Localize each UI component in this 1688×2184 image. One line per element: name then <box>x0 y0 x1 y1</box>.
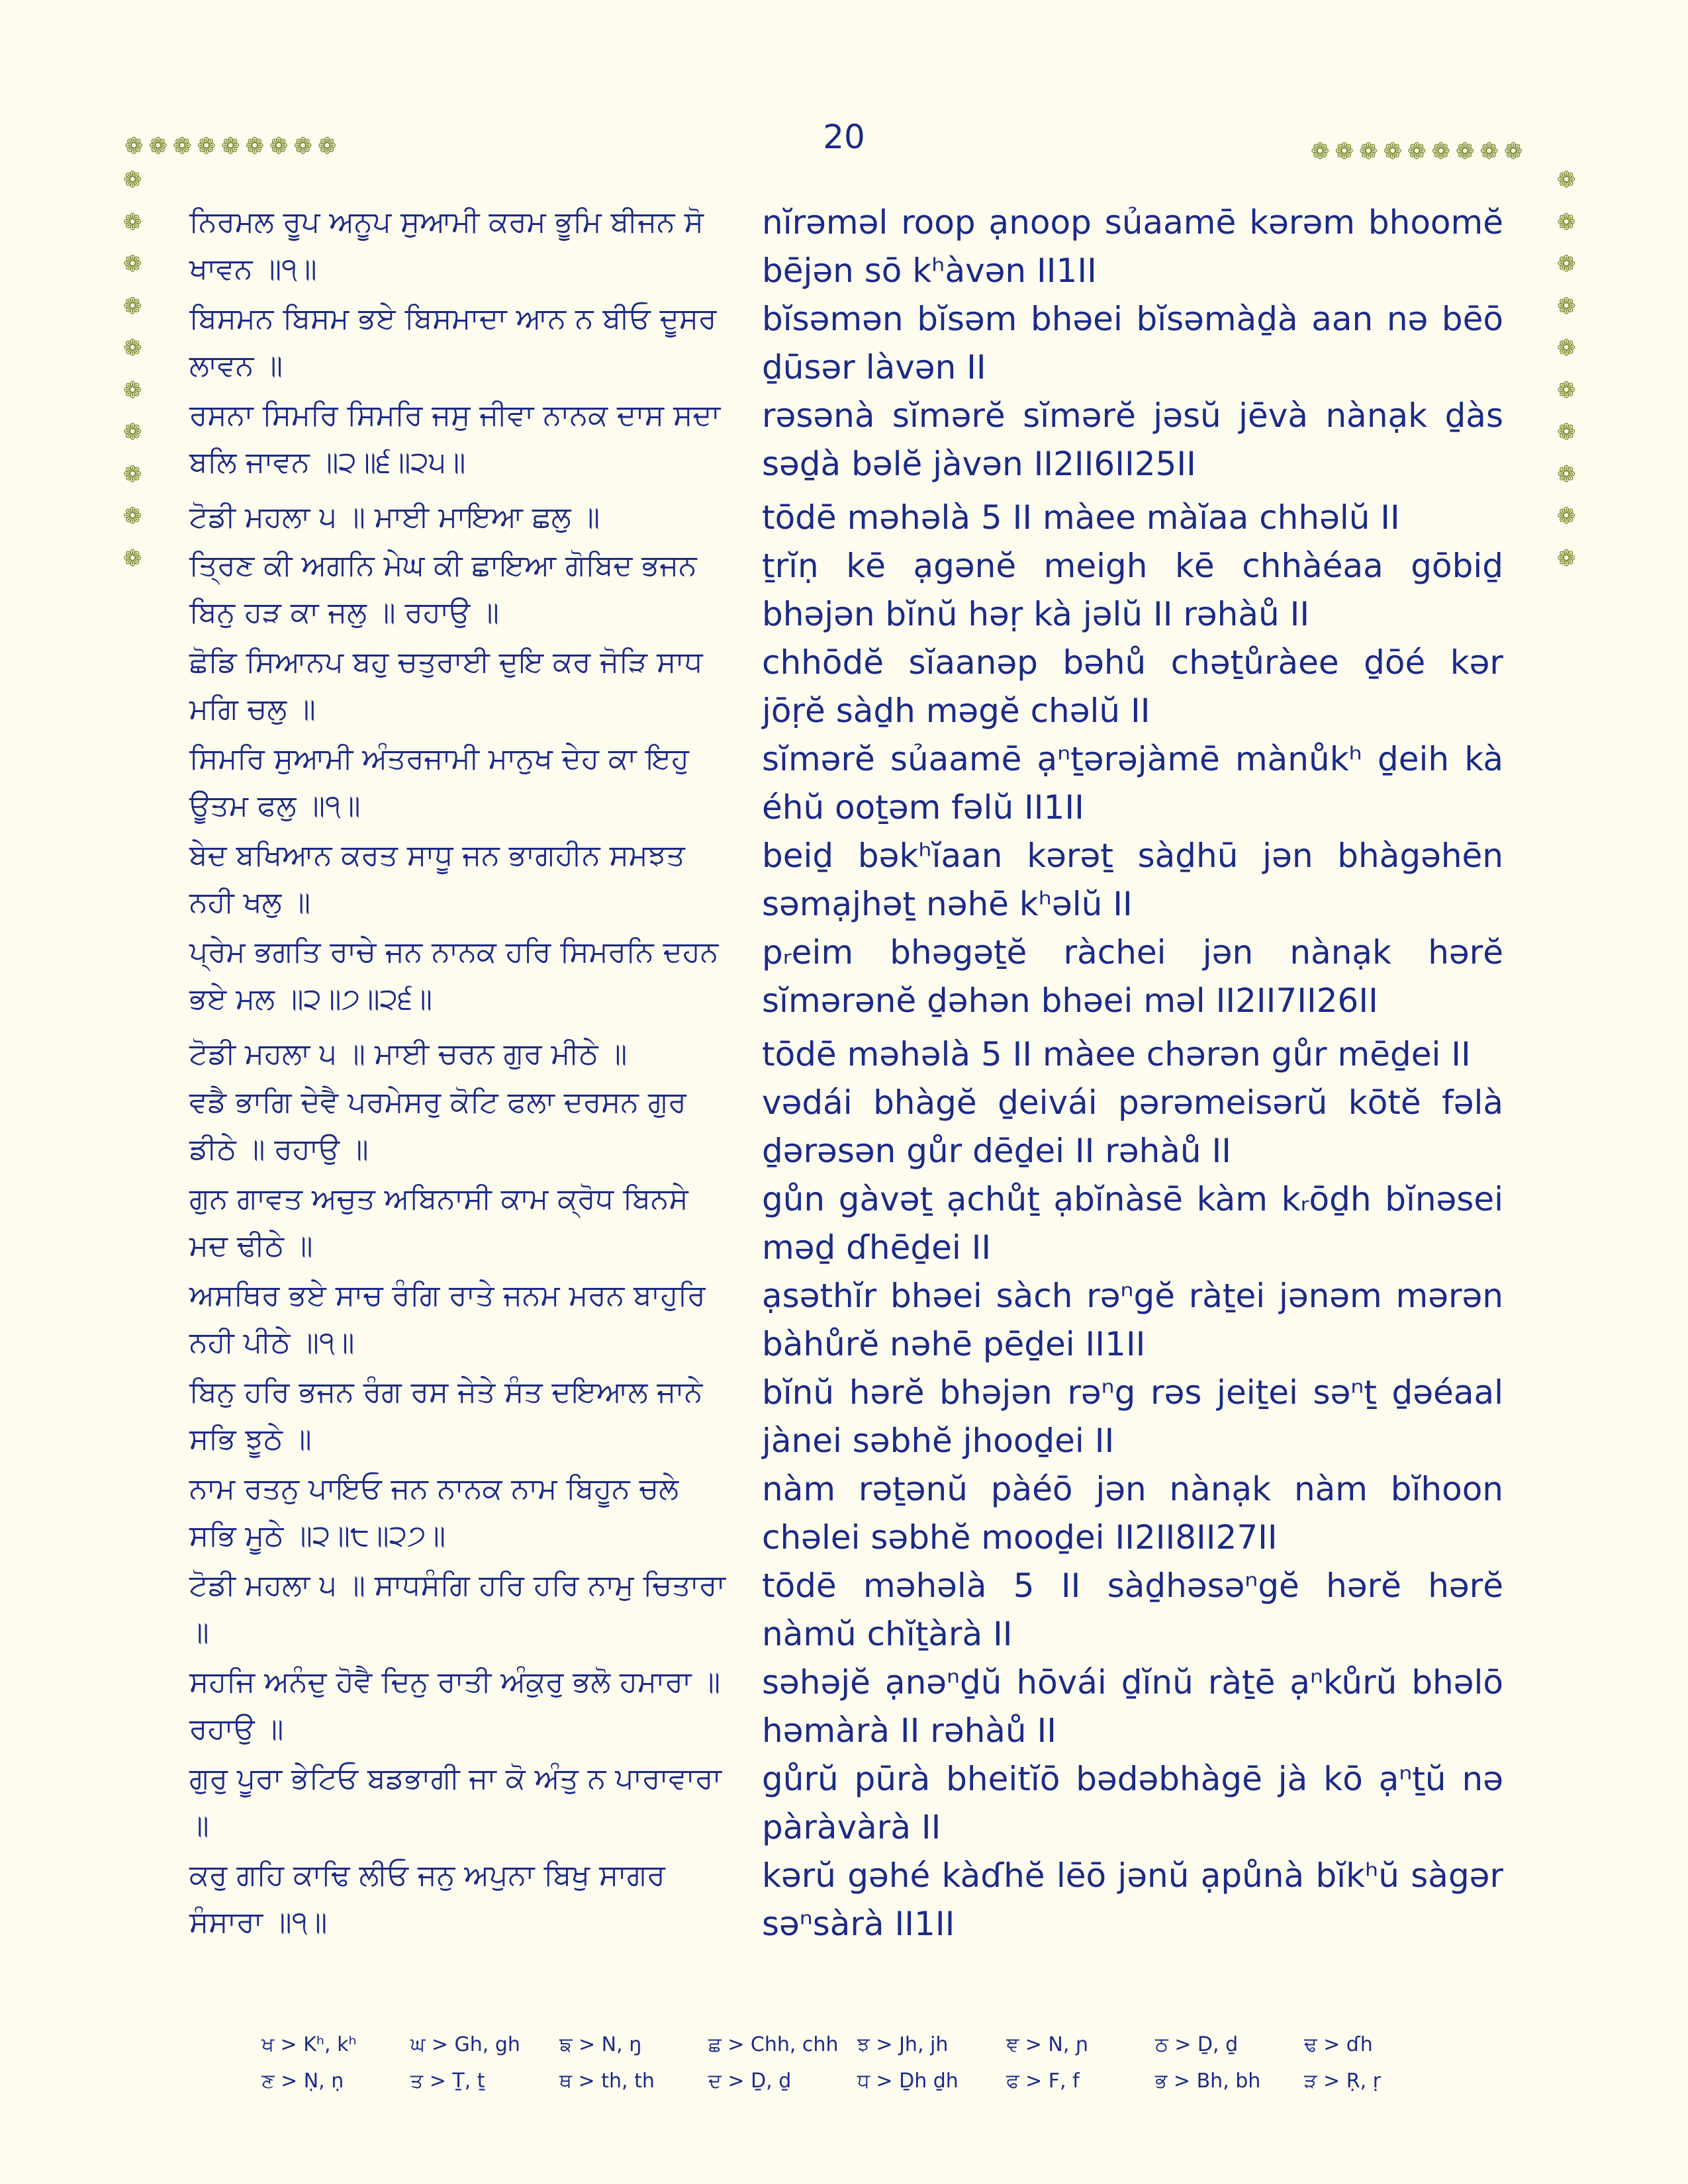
transliteration-text: chhōdĕ sĭaanəp bəhů chəṯůràee ḏōé kər jōṛĕ sàḏh məgĕ chəlŭ II <box>762 643 1503 730</box>
transliteration-legend <box>261 2033 1453 2106</box>
legend-entry: ਥ > th, th <box>559 2070 655 2093</box>
gurmukhi-text: ਬੇਦ ਬਖਿਆਨ ਕਰਤ ਸਾਧੂ ਜਨ ਭਾਗਹੀਨ ਸਮਝਤ ਨਹੀ ਖਲੁ ॥ <box>189 839 685 919</box>
transliteration-text: ṯrĭṇ kē ạgənĕ meigh kē chhàéaa gōbiḏ bhəjən bĭnŭ həṛ kà jəlŭ II rəhàů II <box>762 547 1503 633</box>
flower-icon: ❁ <box>123 335 142 361</box>
verse-row <box>189 488 1507 542</box>
gurmukhi-text: ਰਸਨਾ ਸਿਮਰਿ ਸਿਮਰਿ ਜਸੁ ਜੀਵਾ ਨਾਨਕ ਦਾਸ ਸਦਾ ਬਲਿ ਜਾਵਨ ॥੨॥੬॥੨੫॥ <box>189 398 721 479</box>
legend-entry: ਞ > N, ɲ <box>1006 2033 1089 2056</box>
gurmukhi-text: ਨਾਮ ਰਤਨੁ ਪਾਇਓ ਜਨ ਨਾਨਕ ਨਾਮ ਬਿਹੂਨ ਚਲੇ ਸਭਿ ਮੂਠੇ ॥੨॥੮॥੨੭॥ <box>189 1472 679 1553</box>
gurmukhi-text: ਬਿਨੁ ਹਰਿ ਭਜਨ ਰੰਗ ਰਸ ਜੇਤੇ ਸੰਤ ਦਇਆਲ ਜਾਨੇ ਸਭਿ ਝੂਠੇ ॥ <box>189 1375 703 1456</box>
transliteration-text: sĭmərĕ sủaamē ạⁿṯərəjàmē mànůkʰ ḏeih kà éhŭ ooṯəm fəlŭ II1II <box>762 740 1503 827</box>
verse-list <box>189 199 1507 1948</box>
verse-row <box>189 1562 1507 1659</box>
legend-entry: ਠ > Ḏ, ḏ <box>1155 2033 1239 2056</box>
flower-icon: ❁ <box>123 545 142 572</box>
legend-entry: ਧ > Ḏh ḏh <box>857 2070 959 2093</box>
flower-icon: ❁ <box>1557 461 1576 488</box>
verse-row <box>189 929 1507 1025</box>
legend-entry: ਙ > N, ŋ <box>559 2033 642 2056</box>
verse-row <box>189 1659 1507 1755</box>
gurmukhi-text: ਬਿਸਮਨ ਬਿਸਮ ਭਏ ਬਿਸਮਾਦਾ ਆਨ ਨ ਬੀਓ ਦੂਸਰ ਲਾਵਨ ॥ <box>189 302 717 383</box>
legend-entry: ੜ > Ṛ, ṛ <box>1304 2070 1382 2093</box>
transliteration-text: səhəjĕ ạnəⁿḏŭ hōvái ḏĭnŭ ràṯē ạⁿkůrŭ bhəlō həmàrà II rəhàů II <box>762 1663 1503 1750</box>
transliteration-text: tōdē məhəlà 5 II màee chərən gůr mēḏei II <box>762 1035 1471 1073</box>
transliteration-text: nàm rəṯənŭ pàéō jən nànạk nàm bĭhoon chəlei səbhĕ mooḏei II2II8II27II <box>762 1470 1503 1557</box>
flower-icon: ❁ <box>123 503 142 529</box>
verse-row <box>189 1025 1507 1079</box>
verse-row <box>189 1079 1507 1175</box>
flower-icon: ❁ <box>123 293 142 320</box>
flower-icon: ❁ <box>123 251 142 277</box>
transliteration-text: pᵣeim bhəgəṯĕ ràchei jən nànạk hərĕ sĭmərənĕ ḏəhən bhəei məl II2II7II26II <box>762 933 1503 1020</box>
verse-row <box>189 1755 1507 1852</box>
gurmukhi-text: ਸਿਮਰਿ ਸੁਆਮੀ ਅੰਤਰਜਾਮੀ ਮਾਨੁਖ ਦੇਹ ਕਾ ਇਹੁ ਊਤਮ ਫਲੁ ॥੧॥ <box>189 742 689 823</box>
transliteration-text: beiḏ bəkʰĭaan kərəṯ sàḏhū jən bhàgəhēn səmạjhəṯ nəhē kʰəlŭ II <box>762 837 1503 923</box>
flower-icon: ❁ <box>123 419 142 445</box>
verse-row <box>189 392 1507 488</box>
legend-entry: ਖ > Kʰ, kʰ <box>261 2033 357 2056</box>
flower-icon: ❁ <box>1557 377 1576 404</box>
gurmukhi-text: ਵਡੈ ਭਾਗਿ ਦੇਵੈ ਪਰਮੇਸਰੁ ਕੋਟਿ ਫਲਾ ਦਰਸਨ ਗੁਰ ਡੀਠੇ ॥ ਰਹਾਉ ॥ <box>189 1085 686 1166</box>
verse-row <box>189 832 1507 929</box>
verse-row <box>189 1852 1507 1948</box>
gurmukhi-text: ਗੁਨ ਗਾਵਤ ਅਚੁਤ ਅਬਿਨਾਸੀ ਕਾਮ ਕ੍ਰੋਧ ਬਿਨਸੇ ਮਦ ਢੀਠੇ ॥ <box>189 1182 688 1263</box>
verse-row <box>189 1465 1507 1562</box>
verse-row <box>189 639 1507 735</box>
transliteration-text: tōdē məhəlà 5 II màee màĭaa chhəlŭ II <box>762 498 1400 537</box>
verse-row <box>189 1175 1507 1272</box>
verse-row <box>189 542 1507 639</box>
flower-ornament-left-border <box>123 169 150 589</box>
legend-row-2 <box>261 2070 1453 2106</box>
flower-icon: ❁ <box>123 461 142 488</box>
transliteration-text: bĭsəmən bĭsəm bhəei bĭsəmàḏà aan nə bēō ḏūsər làvən II <box>762 300 1503 387</box>
flower-icon: ❁ <box>1557 167 1576 193</box>
flower-icon: ❁ <box>1557 419 1576 445</box>
verse-row <box>189 735 1507 832</box>
flower-ornament-top-left: ❁❁❁❁❁❁❁❁❁ <box>124 133 342 159</box>
legend-entry: ਛ > Chh, chh <box>708 2033 839 2056</box>
legend-entry: ਣ > Ṇ, ṇ <box>261 2070 344 2093</box>
flower-icon: ❁ <box>123 167 142 193</box>
legend-entry: ਦ > Ḏ, ḏ <box>708 2070 792 2093</box>
transliteration-text: rəsənà sĭmərĕ sĭmərĕ jəsŭ jēvà nànạk ḏàs səḏà bəlĕ jàvən II2II6II25II <box>762 396 1503 483</box>
transliteration-text: tōdē məhəlà 5 II sàḏhəsəⁿgĕ hərĕ hərĕ nàmŭ chĭṯàrà II <box>762 1567 1503 1653</box>
flower-ornament-right-border <box>1557 169 1583 589</box>
transliteration-text: gůrŭ pūrà bheitĭō bədəbhàgē jà kō ạⁿṯŭ nə pàràvàrà II <box>762 1760 1503 1846</box>
gurmukhi-text: ਛੋਡਿ ਸਿਆਨਪ ਬਹੁ ਚਤੁਰਾਈ ਦੁਇ ਕਰ ਜੋੜਿ ਸਾਧ ਮਗਿ ਚਲੁ ॥ <box>189 645 703 726</box>
legend-entry: ਭ > Bh, bh <box>1155 2070 1261 2093</box>
flower-icon: ❁ <box>1557 503 1576 529</box>
gurmukhi-text: ਟੋਡੀ ਮਹਲਾ ੫ ॥ ਮਾਈ ਚਰਨ ਗੁਰ ਮੀਠੇ ॥ <box>189 1037 628 1071</box>
flower-icon: ❁ <box>1557 293 1576 320</box>
verse-row <box>189 295 1507 392</box>
verse-row <box>189 1369 1507 1465</box>
gurmukhi-text: ਕਰੁ ਗਹਿ ਕਾਢਿ ਲੀਓ ਜਨੁ ਅਪੁਨਾ ਬਿਖੁ ਸਾਗਰ ਸੰਸਾਰਾ ॥੧॥ <box>189 1858 665 1939</box>
page-number: 20 <box>823 118 865 156</box>
gurmukhi-text: ਗੁਰੁ ਪੂਰਾ ਭੇਟਿਓ ਬਡਭਾਗੀ ਜਾ ਕੋ ਅੰਤੁ ਨ ਪਾਰਾਵਾਰਾ ॥ <box>189 1762 722 1843</box>
legend-entry: ਝ > Jh, jh <box>857 2033 949 2056</box>
flower-icon: ❁ <box>1557 208 1576 236</box>
gurmukhi-text: ਤ੍ਰਿਣ ਕੀ ਅਗਨਿ ਮੇਘ ਕੀ ਛਾਇਆ ਗੋਬਿਦ ਭਜਨ ਬਿਨੁ ਹੜ ਕਾ ਜਲੁ ॥ ਰਹਾਉ ॥ <box>189 549 697 629</box>
flower-icon: ❁ <box>1557 251 1576 277</box>
gurmukhi-text: ਟੋਡੀ ਮਹਲਾ ੫ ॥ ਸਾਧਸੰਗਿ ਹਰਿ ਹਰਿ ਨਾਮੁ ਚਿਤਾਰਾ ॥ <box>189 1569 726 1649</box>
transliteration-text: gůn gàvəṯ ạchůṯ ạbĭnàsē kàm kᵣōḏh bĭnəsei məḏ ɗhēḏei II <box>762 1180 1503 1267</box>
gurmukhi-text: ਸਹਜਿ ਅਨੰਦੁ ਹੋਵੈ ਦਿਨੁ ਰਾਤੀ ਅੰਕੁਰੁ ਭਲੋ ਹਮਾਰਾ ॥ ਰਹਾਉ ॥ <box>189 1665 721 1746</box>
transliteration-text: ạsəthĭr bhəei sàch rəⁿgĕ ràṯei jənəm mərən bàhůrĕ nəhē pēḏei II1II <box>762 1277 1503 1363</box>
verse-row <box>189 199 1507 295</box>
transliteration-text: kərŭ gəhé kàɗhĕ lēō jənŭ ạpůnà bĭkʰŭ sàgər səⁿsàrà II1II <box>762 1856 1503 1943</box>
legend-entry: ਤ > Ṯ, ṯ <box>410 2070 485 2093</box>
flower-ornament-top-right: ❁❁❁❁❁❁❁❁❁ <box>1311 138 1528 165</box>
gurmukhi-text: ਟੋਡੀ ਮਹਲਾ ੫ ॥ ਮਾਈ ਮਾਇਆ ਛਲੁ ॥ <box>189 500 600 534</box>
transliteration-text: bĭnŭ hərĕ bhəjən rəⁿg rəs jeiṯei səⁿṯ ḏəéaal jànei səbhĕ jhooḏei II <box>762 1373 1503 1460</box>
flower-icon: ❁ <box>123 208 142 236</box>
gurmukhi-text: ਅਸਥਿਰ ਭਏ ਸਾਚ ਰੰਗਿ ਰਾਤੇ ਜਨਮ ਮਰਨ ਬਾਹੁਰਿ ਨਹੀ ਪੀਠੇ ॥੧॥ <box>189 1279 706 1359</box>
flower-icon: ❁ <box>1557 545 1576 572</box>
flower-icon: ❁ <box>123 377 142 404</box>
transliteration-text: nĭrəməl roop ạnoop sủaamē kərəm bhoomĕ bējən sō kʰàvən II1II <box>762 203 1503 290</box>
legend-entry: ਘ > Gh, gh <box>410 2033 520 2056</box>
transliteration-text: vədái bhàgĕ ḏeivái pərəmeisərŭ kōtĕ fəlà ḏərəsən gůr dēḏei II rəhàů II <box>762 1083 1503 1170</box>
legend-row-1 <box>261 2033 1453 2070</box>
flower-icon: ❁ <box>1557 335 1576 361</box>
gurmukhi-text: ਨਿਰਮਲ ਰੂਪ ਅਨੂਪ ਸੁਆਮੀ ਕਰਮ ਭੂਮਿ ਬੀਜਨ ਸੋ ਖਾਵਨ ॥੧॥ <box>189 205 704 286</box>
legend-entry: ਢ > ɗh <box>1304 2033 1373 2056</box>
gurmukhi-text: ਪ੍ਰੇਮ ਭਗਤਿ ਰਾਚੇ ਜਨ ਨਾਨਕ ਹਰਿ ਸਿਮਰਨਿ ਦਹਨ ਭਏ ਮਲ ॥੨॥੭॥੨੬॥ <box>189 935 719 1016</box>
verse-row <box>189 1272 1507 1369</box>
legend-entry: ਫ > F, f <box>1006 2070 1080 2093</box>
